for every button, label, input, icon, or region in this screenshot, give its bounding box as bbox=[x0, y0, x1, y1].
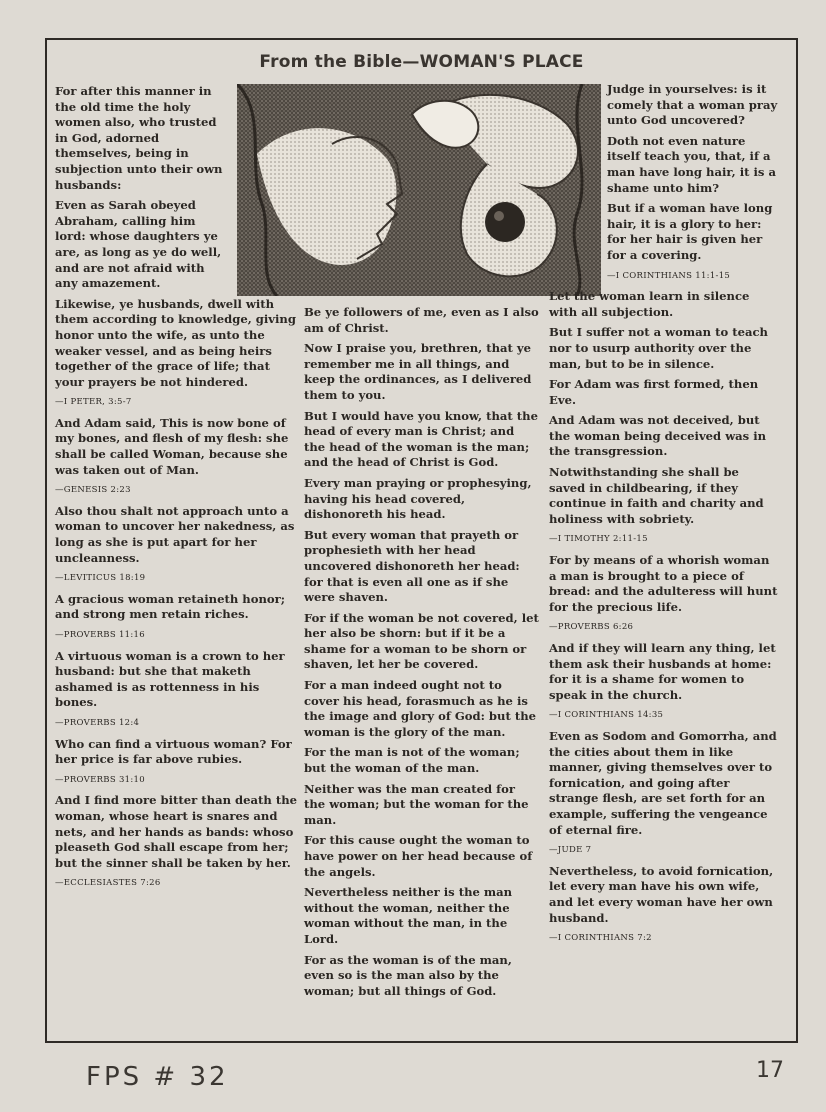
verse-paragraph: And Adam said, This is now bone of my bones, and flesh of my flesh: she shall be called Woman, because she was taken out of Man. bbox=[55, 415, 289, 477]
verse-paragraph: But if a woman have long hair, it is a glory to her: for her hair is given her for a covering. bbox=[607, 201, 773, 262]
verse-paragraph: And Adam was not deceived, but the woman being deceived was in the transgression. bbox=[549, 413, 767, 459]
verse-paragraph: Neither was the man created for the woman; but the woman for the man. bbox=[304, 781, 529, 827]
verse-paragraph: A virtuous woman is a crown to her husband: but she that maketh ashamed is as rottenness in his bones. bbox=[55, 648, 285, 710]
verse-paragraph: Be ye followers of me, even as I also am of Christ. bbox=[304, 305, 539, 335]
scripture-citation: —PROVERBS 6:26 bbox=[549, 622, 634, 633]
verse-paragraph: Nevertheless, to avoid fornication, let every man have his own wife, and let every woman have her own husband. bbox=[549, 863, 774, 925]
verse-paragraph: Nevertheless neither is the man without the woman, neither the woman without the man, in the Lord. bbox=[304, 885, 513, 946]
page-frame bbox=[45, 38, 798, 1043]
scripture-citation: —LEVITICUS 18:19 bbox=[55, 573, 146, 584]
verse-paragraph: Judge in yourselves: is it comely that a woman pray unto God uncovered? bbox=[607, 82, 778, 128]
scripture-citation: —PROVERBS 12:4 bbox=[55, 717, 140, 728]
scripture-citation: —GENESIS 2:23 bbox=[55, 485, 131, 496]
verse-paragraph: For this cause ought the woman to have power on her head because of the angels. bbox=[304, 833, 533, 879]
verse-paragraph: Now I praise you, brethren, that ye remember me in all things, and keep the ordinances, as I delivered them to you. bbox=[304, 341, 532, 402]
verse-paragraph: Even as Sarah obeyed Abraham, calling him lord: whose daughters ye are, as long as ye do well, and are not afraid with any amazement. bbox=[55, 198, 222, 291]
verse-paragraph: But every woman that prayeth or prophesieth with her head uncovered dishonoreth her head: for that is even all one as if she were shaven. bbox=[304, 527, 520, 605]
verse-paragraph: Notwithstanding she shall be saved in childbearing, if they continue in faith and charity and holiness with sobriety. bbox=[549, 465, 764, 526]
verse-paragraph: But I would have you know, that the head of every man is Christ; and the head of the woman is the man; and the head of Christ is God. bbox=[304, 408, 538, 470]
verse-paragraph: For the man is not of the woman; but the woman of the man. bbox=[304, 745, 520, 776]
handwritten-note: FPS # 32 bbox=[86, 1062, 229, 1092]
scripture-citation: —PROVERBS 31:10 bbox=[55, 774, 145, 785]
verse-paragraph: For as the woman is of the man, even so is the man also by the woman; but all things of God. bbox=[304, 952, 512, 998]
scripture-citation: —PROVERBS 11:16 bbox=[55, 630, 145, 640]
verse-paragraph: And I find more bitter than death the woman, whose heart is snares and nets, and her hands as bands: whoso pleaseth God shall escape from her; but the sinner shall be taken by her. bbox=[55, 793, 298, 870]
column-right bbox=[549, 82, 779, 952]
scripture-citation: —I TIMOTHY 2:11-15 bbox=[549, 534, 648, 545]
verse-paragraph: For Adam was first formed, then Eve. bbox=[549, 377, 759, 407]
verse-paragraph: Doth not even nature itself teach you, that, if a man have long hair, it is a shame unto him? bbox=[607, 133, 777, 195]
scripture-citation: —ECCLESIASTES 7:26 bbox=[55, 878, 161, 889]
verse-paragraph: Who can find a virtuous woman? For her price is far above rubies. bbox=[55, 736, 292, 767]
verse-paragraph: For by means of a whorish woman a man is brought to a piece of bread: and the adulteress will hunt for the precious life. bbox=[549, 553, 778, 614]
column-left bbox=[55, 84, 301, 897]
page-number: 17 bbox=[756, 1058, 784, 1083]
verse-paragraph: For after this manner in the old time the holy women also, who trusted in God, adorned themselves, being in subjection unto their own husbands: bbox=[55, 84, 223, 192]
verse-paragraph: Even as Sodom and Gomorrha, and the cities about them in like manner, giving themselves over to fornication, and going after strange flesh, are set forth for an example, suffering the vengeance of eternal fire. bbox=[549, 728, 777, 837]
scripture-citation: —JUDE 7 bbox=[549, 845, 592, 856]
verse-paragraph: But I suffer not a woman to teach nor to usurp authority over the man, but to be in silence. bbox=[549, 325, 768, 371]
verse-paragraph: Every man praying or prophesying, having his head covered, dishonoreth his head. bbox=[304, 475, 532, 522]
verse-paragraph: For if the woman be not covered, let her also be shorn: but if it be a shame for a woman to be shorn or shaven, let her be covered. bbox=[304, 610, 539, 672]
verse-paragraph: Likewise, ye husbands, dwell with them according to knowledge, giving honor unto the wife, as unto the weaker vessel, and as being heirs together of the grace of life; that your prayers be not hindered. bbox=[55, 296, 296, 389]
scripture-citation: —I CORINTHIANS 11:1-15 bbox=[607, 270, 731, 281]
verse-paragraph: Also thou shalt not approach unto a woman to uncover her nakedness, as long as she is put apart for her uncleanness. bbox=[55, 503, 295, 565]
scripture-citation: —I PETER, 3:5-7 bbox=[55, 397, 132, 408]
column-middle bbox=[304, 305, 539, 1004]
scripture-citation: —I CORINTHIANS 7:2 bbox=[549, 933, 652, 944]
page-title: From the Bible—WOMAN'S PLACE bbox=[259, 52, 584, 72]
scripture-citation: —I CORINTHIANS 14:35 bbox=[549, 710, 664, 721]
verse-paragraph: Let the woman learn in silence with all subjection. bbox=[549, 289, 750, 319]
verse-paragraph: And if they will learn any thing, let them ask their husbands at home: for it is a shame for women to speak in the church. bbox=[549, 641, 776, 702]
verse-paragraph: For a man indeed ought not to cover his head, forasmuch as he is the image and glory of God: but the woman is the glory of the man. bbox=[304, 678, 537, 739]
verse-paragraph: A gracious woman retaineth honor; and strong men retain riches. bbox=[55, 591, 286, 622]
